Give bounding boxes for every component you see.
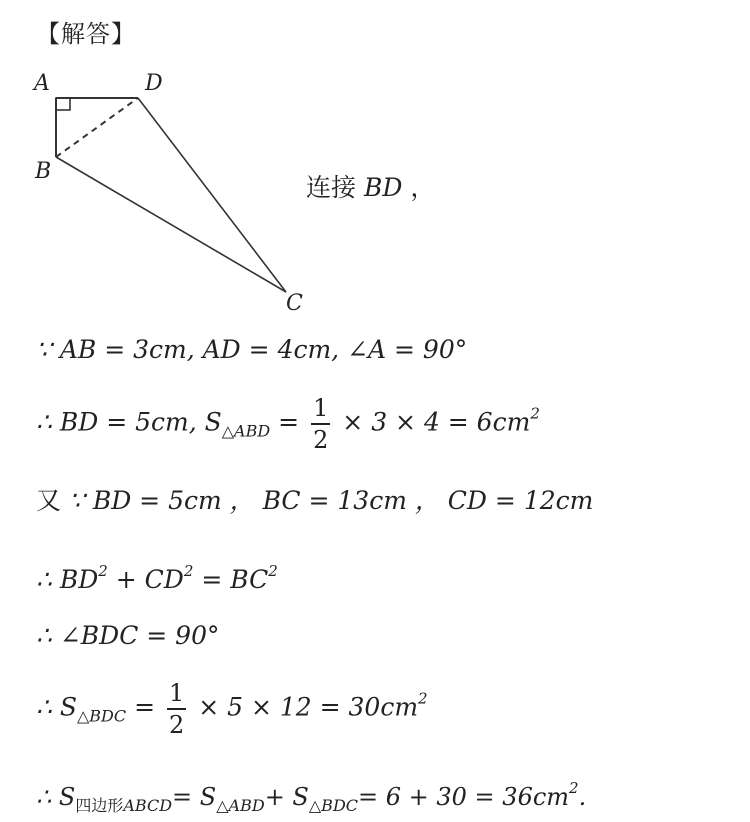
line6-prefix: ∴ S bbox=[36, 692, 77, 722]
line7-end: . bbox=[578, 783, 587, 811]
line2-prefix: ∴ BD = 5cm, S bbox=[36, 407, 222, 437]
step-line-4 bbox=[36, 555, 278, 596]
line6-fraction-numerator: 1 bbox=[167, 680, 186, 710]
line7-sub-3: △BDC bbox=[308, 796, 359, 815]
line2-fraction-numerator: 1 bbox=[311, 395, 330, 425]
line7-part-4: = 6 + 30 = 36cm bbox=[358, 783, 570, 811]
line2-subscript: △ABD bbox=[221, 421, 271, 441]
step-line-5: ∴ ∠BDC = 90° bbox=[36, 621, 220, 650]
line7-superscript: 2 bbox=[569, 779, 579, 797]
line7-part-1: ∴ S bbox=[36, 783, 76, 811]
line7-sub-2: △ABD bbox=[216, 796, 265, 815]
vertex-label-d: D bbox=[145, 71, 163, 96]
line6-suffix: × 5 × 12 = 30cm bbox=[198, 692, 419, 722]
connect-prefix: 连接 bbox=[306, 173, 357, 202]
connect-bd-text bbox=[306, 172, 435, 204]
right-angle-mark bbox=[56, 98, 70, 110]
line6-fraction bbox=[167, 680, 186, 738]
line3-rest: ∵ BD = 5cm ， BC = 13cm ， CD = 12cm bbox=[68, 486, 594, 515]
line6-superscript: 2 bbox=[418, 689, 428, 708]
quadrilateral-figure bbox=[0, 0, 330, 325]
step-line-3 bbox=[36, 485, 593, 517]
segment-bd-dashed bbox=[56, 98, 138, 157]
line3-cjk: 又 bbox=[36, 486, 62, 515]
line4-sup-3: 2 bbox=[268, 562, 278, 580]
line7-part-3: + S bbox=[264, 783, 309, 811]
line6-fraction-denominator: 2 bbox=[168, 711, 185, 739]
line7-sub-cjk: 四边形 bbox=[75, 796, 124, 815]
segment-dc bbox=[138, 98, 286, 292]
line4-part-2: + CD bbox=[107, 565, 184, 594]
vertex-label-b: B bbox=[35, 159, 52, 184]
step-line-7 bbox=[36, 772, 586, 822]
line2-superscript: 2 bbox=[530, 404, 540, 423]
vertex-label-a: A bbox=[34, 71, 50, 96]
line4-part-3: = BC bbox=[193, 565, 269, 594]
connect-segment: BD bbox=[363, 173, 403, 202]
line7-part-2: = S bbox=[172, 783, 217, 811]
line4-part-1: ∴ BD bbox=[36, 565, 99, 594]
segment-bc bbox=[56, 157, 286, 292]
line2-mid: = bbox=[270, 407, 300, 437]
line2-fraction-denominator: 2 bbox=[313, 426, 329, 454]
step-line-6 bbox=[36, 680, 428, 738]
line4-sup-2: 2 bbox=[183, 562, 194, 580]
connect-suffix: ， bbox=[410, 173, 436, 202]
line7-sub-latin: ABCD bbox=[123, 796, 173, 815]
step-line-2 bbox=[36, 395, 540, 453]
line6-mid: = bbox=[126, 692, 156, 722]
line4-sup-1: 2 bbox=[98, 562, 108, 580]
step-line-1: ∵ AB = 3cm, AD = 4cm, ∠A = 90° bbox=[36, 335, 468, 364]
line2-fraction bbox=[311, 395, 330, 453]
line2-suffix: × 3 × 4 = 6cm bbox=[342, 407, 531, 437]
vertex-label-c: C bbox=[286, 291, 303, 316]
line6-subscript: △BDC bbox=[76, 706, 127, 726]
answer-heading: 【解答】 bbox=[36, 20, 136, 48]
